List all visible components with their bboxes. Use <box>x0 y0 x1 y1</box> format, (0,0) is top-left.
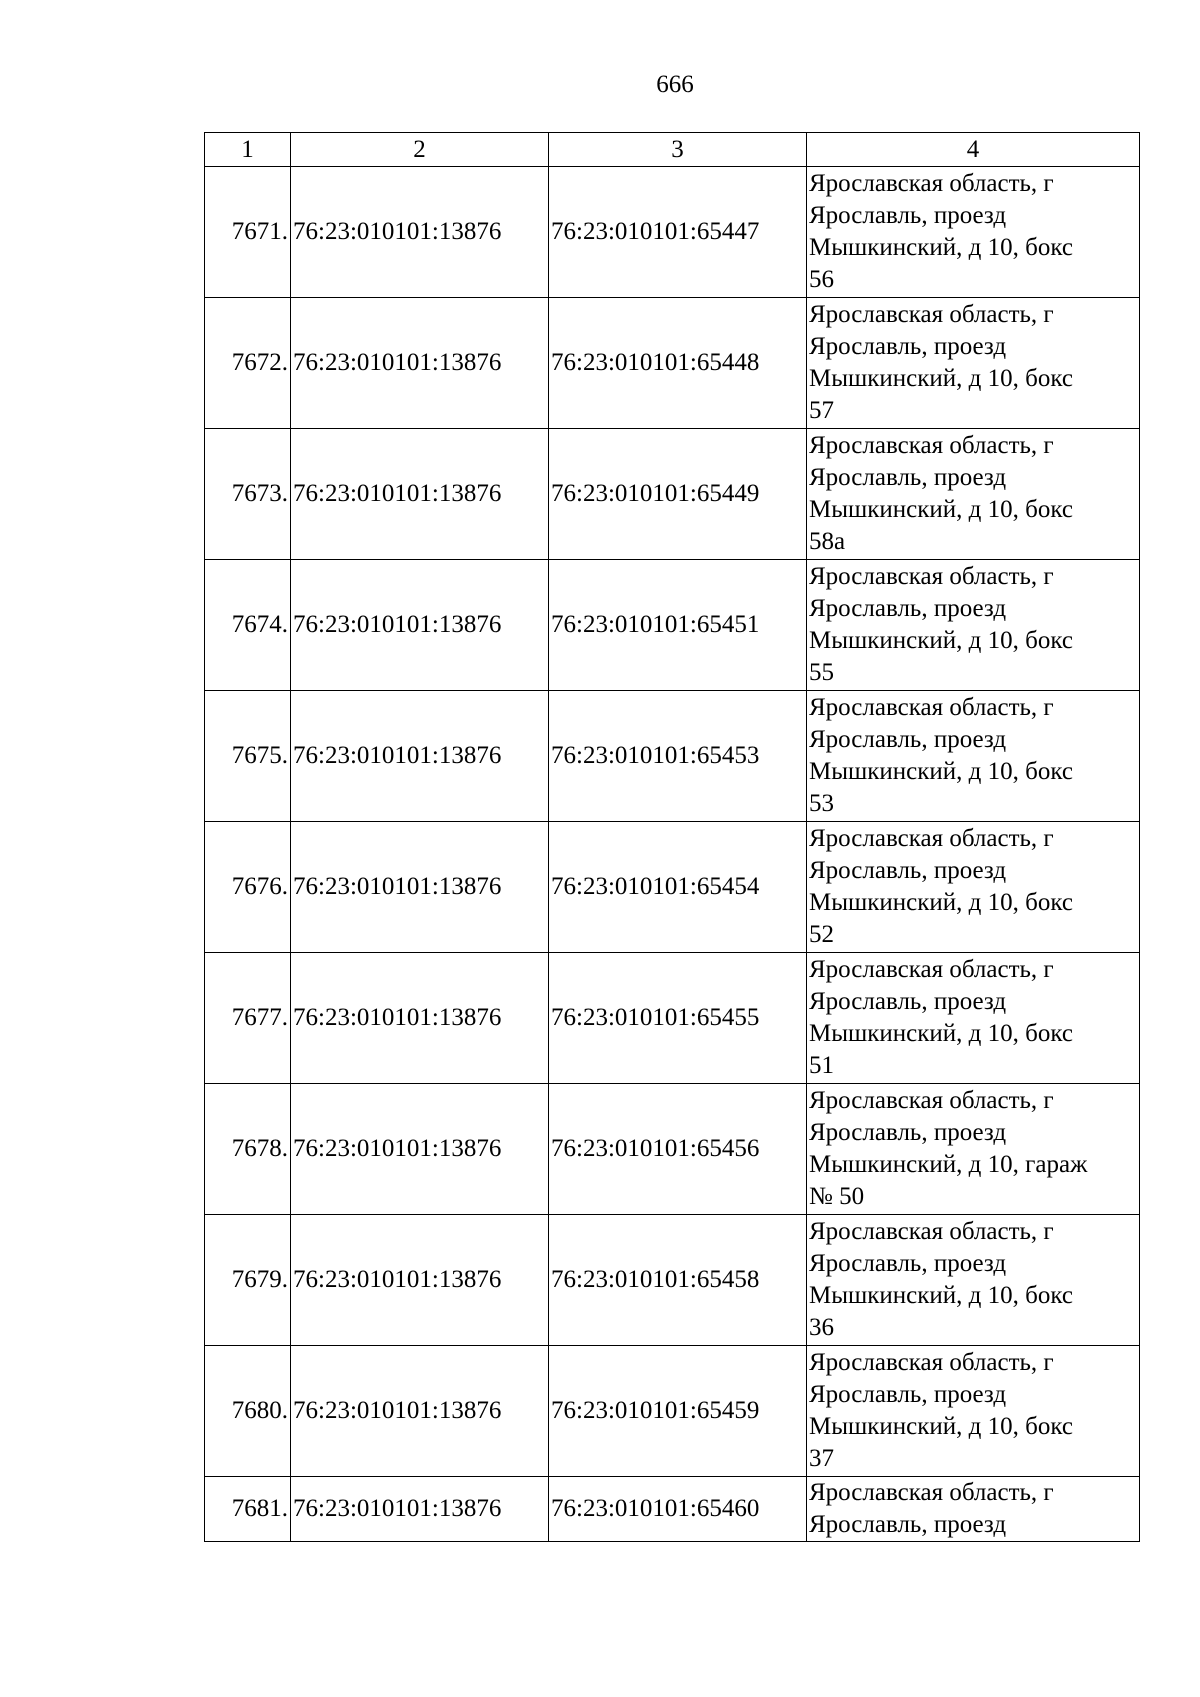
table-row <box>205 953 1140 1084</box>
row-number: 7678. <box>205 1084 291 1215</box>
address-line: Ярославская область, г <box>809 432 1054 459</box>
row-number: 7679. <box>205 1215 291 1346</box>
address-line: Ярославская область, г <box>809 1218 1054 1245</box>
address-line: Ярославская область, г <box>809 563 1054 590</box>
header-row <box>205 133 1140 167</box>
address-line: Ярославская область, г <box>809 694 1054 721</box>
row-number: 7671. <box>205 167 291 298</box>
table-row <box>205 1084 1140 1215</box>
address-line: 51 <box>809 1052 834 1079</box>
object-address <box>807 822 1140 953</box>
address-line: Ярославль, проезд <box>809 726 1007 753</box>
address-line: Ярославль, проезд <box>809 464 1007 491</box>
address-line: Ярославль, проезд <box>809 1250 1007 1277</box>
object-address <box>807 1084 1140 1215</box>
address-line: Мышкинский, д 10, бокс <box>809 1413 1073 1440</box>
row-number: 7680. <box>205 1346 291 1477</box>
table-row <box>205 167 1140 298</box>
address-line: Ярославль, проезд <box>809 988 1007 1015</box>
address-line: Мышкинский, д 10, бокс <box>809 758 1073 785</box>
address-line: 57 <box>809 397 834 424</box>
address-line: 55 <box>809 659 834 686</box>
address-line: 37 <box>809 1445 834 1472</box>
address-line: Мышкинский, д 10, гараж <box>809 1151 1088 1178</box>
address-line: Ярославская область, г <box>809 825 1054 852</box>
parent-cadastral-number: 76:23:010101:13876 <box>291 1215 549 1346</box>
address-line: Ярославль, проезд <box>809 1381 1007 1408</box>
row-number: 7677. <box>205 953 291 1084</box>
parent-cadastral-number: 76:23:010101:13876 <box>291 953 549 1084</box>
object-address <box>807 1346 1140 1477</box>
object-address <box>807 691 1140 822</box>
parent-cadastral-number: 76:23:010101:13876 <box>291 560 549 691</box>
address-line: Мышкинский, д 10, бокс <box>809 1020 1073 1047</box>
object-cadastral-number: 76:23:010101:65460 <box>549 1477 807 1542</box>
object-cadastral-number: 76:23:010101:65448 <box>549 298 807 429</box>
parent-cadastral-number: 76:23:010101:13876 <box>291 1084 549 1215</box>
header-col-1: 1 <box>205 133 291 167</box>
object-cadastral-number: 76:23:010101:65447 <box>549 167 807 298</box>
parent-cadastral-number: 76:23:010101:13876 <box>291 1346 549 1477</box>
address-line: Ярославская область, г <box>809 1479 1054 1506</box>
address-line: Ярославская область, г <box>809 301 1054 328</box>
parent-cadastral-number: 76:23:010101:13876 <box>291 691 549 822</box>
address-line: Мышкинский, д 10, бокс <box>809 234 1073 261</box>
table-row <box>205 429 1140 560</box>
object-cadastral-number: 76:23:010101:65459 <box>549 1346 807 1477</box>
row-number: 7672. <box>205 298 291 429</box>
row-number: 7674. <box>205 560 291 691</box>
address-line: Ярославская область, г <box>809 1349 1054 1376</box>
object-address <box>807 167 1140 298</box>
object-address <box>807 429 1140 560</box>
parent-cadastral-number: 76:23:010101:13876 <box>291 167 549 298</box>
page-number: 666 <box>656 71 694 98</box>
object-address <box>807 1215 1140 1346</box>
address-line: 58а <box>809 528 846 555</box>
parent-cadastral-number: 76:23:010101:13876 <box>291 429 549 560</box>
object-cadastral-number: 76:23:010101:65453 <box>549 691 807 822</box>
header-col-3: 3 <box>549 133 807 167</box>
address-line: № 50 <box>809 1183 865 1210</box>
address-line: 52 <box>809 921 834 948</box>
object-address <box>807 298 1140 429</box>
table-row <box>205 691 1140 822</box>
row-number: 7681. <box>205 1477 291 1542</box>
table-row <box>205 1215 1140 1346</box>
table-row <box>205 298 1140 429</box>
table-header <box>205 133 1140 167</box>
address-line: 56 <box>809 266 834 293</box>
address-line: Ярославль, проезд <box>809 333 1007 360</box>
table-row <box>205 1477 1140 1542</box>
object-cadastral-number: 76:23:010101:65451 <box>549 560 807 691</box>
address-line: Мышкинский, д 10, бокс <box>809 496 1073 523</box>
table-row <box>205 1346 1140 1477</box>
object-address <box>807 953 1140 1084</box>
object-address <box>807 1477 1140 1542</box>
header-col-2: 2 <box>291 133 549 167</box>
object-cadastral-number: 76:23:010101:65455 <box>549 953 807 1084</box>
address-line: Ярославская область, г <box>809 170 1054 197</box>
object-address <box>807 560 1140 691</box>
address-line: Мышкинский, д 10, бокс <box>809 1282 1073 1309</box>
object-cadastral-number: 76:23:010101:65456 <box>549 1084 807 1215</box>
table-row <box>205 822 1140 953</box>
parent-cadastral-number: 76:23:010101:13876 <box>291 1477 549 1542</box>
address-line: Ярославская область, г <box>809 1087 1054 1114</box>
address-line: Ярославль, проезд <box>809 1119 1007 1146</box>
table-body <box>205 167 1140 1542</box>
address-line: Мышкинский, д 10, бокс <box>809 627 1073 654</box>
address-line: 53 <box>809 790 834 817</box>
registry-table <box>204 132 1140 1542</box>
parent-cadastral-number: 76:23:010101:13876 <box>291 822 549 953</box>
address-line: Ярославль, проезд <box>809 595 1007 622</box>
address-line: 36 <box>809 1314 834 1341</box>
address-line: Ярославль, проезд <box>809 1511 1007 1538</box>
row-number: 7673. <box>205 429 291 560</box>
header-col-4: 4 <box>807 133 1140 167</box>
address-line: Мышкинский, д 10, бокс <box>809 365 1073 392</box>
parent-cadastral-number: 76:23:010101:13876 <box>291 298 549 429</box>
address-line: Ярославль, проезд <box>809 202 1007 229</box>
object-cadastral-number: 76:23:010101:65454 <box>549 822 807 953</box>
row-number: 7675. <box>205 691 291 822</box>
address-line: Мышкинский, д 10, бокс <box>809 889 1073 916</box>
row-number: 7676. <box>205 822 291 953</box>
table-row <box>205 560 1140 691</box>
address-line: Ярославль, проезд <box>809 857 1007 884</box>
object-cadastral-number: 76:23:010101:65449 <box>549 429 807 560</box>
address-line: Ярославская область, г <box>809 956 1054 983</box>
object-cadastral-number: 76:23:010101:65458 <box>549 1215 807 1346</box>
